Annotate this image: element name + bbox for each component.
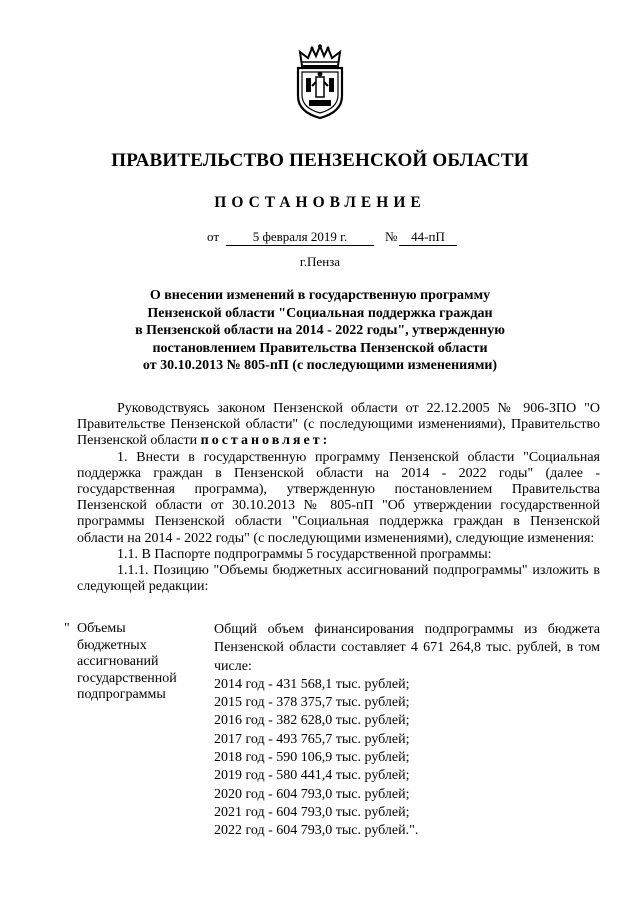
date-prefix: от [207, 229, 220, 244]
funding-year-row: 2014 год - 431 568,1 тыс. рублей; [214, 676, 410, 692]
paragraph-item-1: 1. Внести в государственную программу Пензенской области "Социальная поддержка граждан в Пензенской области на 2014 - 2022 годы" (далее - государственная программа), утвержденную постановлением Правительства Пензенской области от 30.10.2013 № 805-пП "Об утверждении государственной программы Пензенской области "Социальная поддержка граждан в Пензенской области на 2014 - 2022 годы" (с последующими изменениями), следующие изменения: [77, 449, 600, 546]
funding-year-row: 2020 год - 604 793,0 тыс. рублей; [214, 786, 410, 802]
coat-of-arms-icon [290, 44, 350, 120]
funding-details [214, 621, 600, 841]
opening-quote: " [64, 621, 70, 636]
document-subject [80, 287, 560, 375]
document-number: 44-пП [399, 229, 457, 246]
government-title: ПРАВИТЕЛЬСТВО ПЕНЗЕНСКОЙ ОБЛАСТИ [111, 150, 529, 171]
funding-year-row: 2015 год - 378 375,7 тыс. рублей; [214, 695, 410, 711]
label-line: бюджетных [77, 637, 147, 653]
city: г.Пенза [299, 254, 341, 269]
document-date: 5 февраля 2019 г. [226, 229, 374, 246]
funding-year-row: 2018 год - 590 106,9 тыс. рублей; [214, 750, 410, 766]
paragraph-preamble [77, 401, 600, 450]
funding-year-row: 2019 год - 580 441,4 тыс. рублей; [214, 768, 410, 784]
subject-line: О внесении изменений в государственную программу [149, 288, 491, 303]
passport-label [77, 621, 197, 704]
funding-year-row: 2021 год - 604 793,0 тыс. рублей; [214, 804, 410, 820]
document-body [77, 401, 600, 595]
funding-year-row: 2016 год - 382 628,0 тыс. рублей; [214, 713, 410, 729]
label-line: Объемы [77, 621, 126, 636]
subject-line: от 30.10.2013 № 805-пП (с последующими изменениями) [142, 358, 498, 374]
funding-intro: Общий объем финансирования подпрограммы из бюджета Пензенской области составляет 4 671 264,8 тыс. рублей, в том числе: [214, 622, 600, 674]
document-type: ПОСТАНОВЛЕНИЕ [214, 194, 426, 211]
paragraph-item-1-1-1: 1.1.1. Позицию "Объемы бюджетных ассигнований подпрограммы" изложить в следующей редакции: [77, 563, 600, 595]
subject-line: Пензенской области "Социальная поддержка граждан [147, 305, 493, 321]
label-line: ассигнований [77, 654, 159, 670]
label-line: государственной [77, 670, 177, 686]
date-number-line [0, 229, 640, 249]
subject-line: в Пензенской области на 2014 - 2022 годы", утвержденную [135, 323, 505, 339]
subject-line: постановлением Правительства Пензенской области [152, 340, 488, 356]
funding-year-row: 2022 год - 604 793,0 тыс. рублей.". [214, 823, 419, 839]
preamble-text: Руководствуясь законом Пензенской области от 22.12.2005 № 906-ЗПО "О Правительстве Пензенской области" (с последующими изменениями), Правительство Пензенской области [77, 401, 600, 449]
label-line: подпрограммы [77, 687, 166, 703]
paragraph-item-1-1: 1.1. В Паспорте подпрограммы 5 государственной программы: [117, 546, 492, 562]
decree-word: постановляет: [200, 433, 331, 449]
funding-year-row: 2017 год - 493 765,7 тыс. рублей; [214, 731, 410, 747]
number-prefix: № [385, 229, 398, 244]
